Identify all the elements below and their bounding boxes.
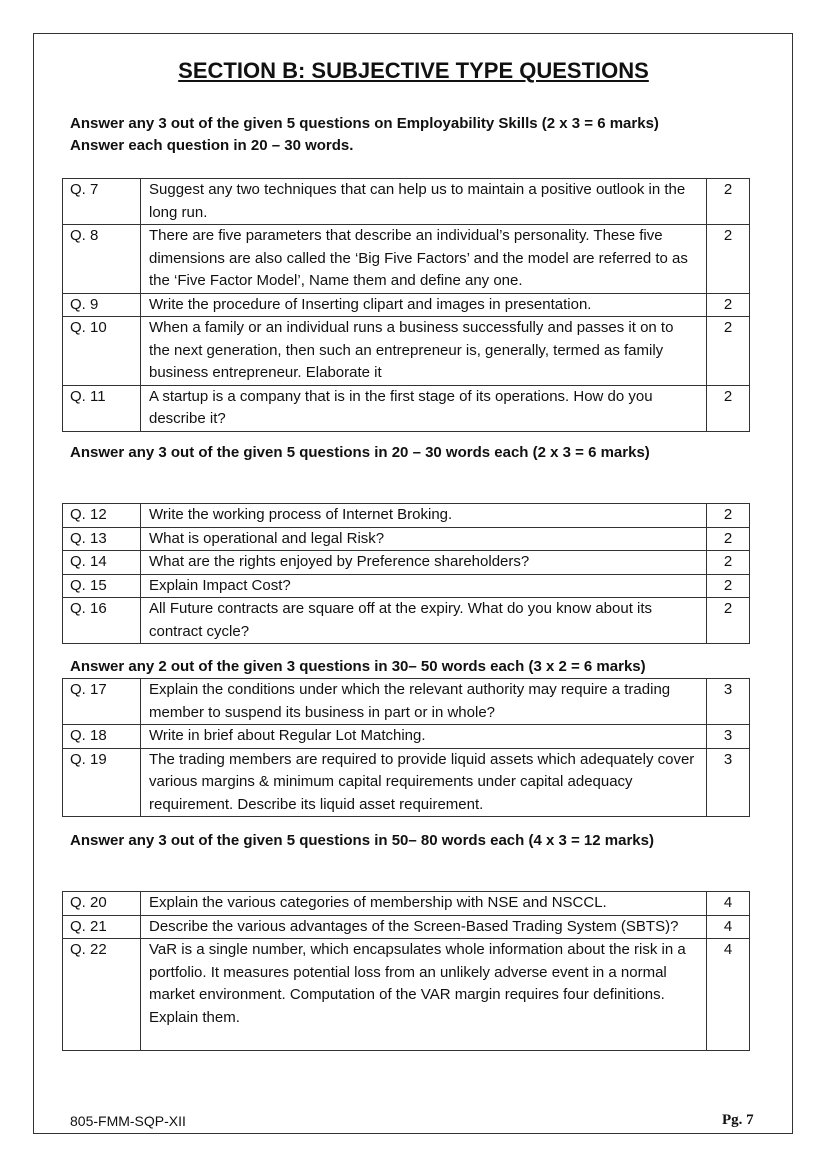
page-number: Pg. 7 [722,1112,754,1128]
question-marks: 3 [707,679,750,725]
question-marks: 2 [707,225,750,294]
instruction-line: Answer any 3 out of the given 5 questions in 20 – 30 words each (2 x 3 = 6 marks) [70,444,650,461]
section-title: SECTION B: SUBJECTIVE TYPE QUESTIONS [178,58,649,83]
question-row [63,679,750,725]
question-marks: 4 [707,939,750,1051]
question-row [63,915,750,939]
instruction-line: Answer each question in 20 – 30 words. [70,137,354,154]
question-marks: 2 [707,317,750,386]
question-text: What are the rights enjoyed by Preference shareholders? [141,551,707,575]
question-row [63,748,750,817]
question-text: Explain the conditions under which the relevant authority may require a trading member to suspend its business in part or in whole? [141,679,707,725]
question-text: Describe the various advantages of the Screen-Based Trading System (SBTS)? [141,915,707,939]
question-text: Write in brief about Regular Lot Matching. [141,725,707,749]
question-marks: 2 [707,179,750,225]
question-marks: 2 [707,293,750,317]
question-number: Q. 18 [63,725,141,749]
question-row [63,725,750,749]
question-text: There are five parameters that describe an individual’s personality. These five dimensions are also called the ‘Big Five Factors’ and the model are referred to as the ‘Five Factor Model’, Name them and define any one. [141,225,707,294]
question-number: Q. 8 [63,225,141,294]
question-number: Q. 20 [63,892,141,916]
instruction-line: Answer any 2 out of the given 3 questions in 30– 50 words each (3 x 2 = 6 marks) [70,658,646,675]
question-row [63,527,750,551]
instruction-line: Answer any 3 out of the given 5 questions on Employability Skills (2 x 3 = 6 marks) [70,115,659,132]
question-marks: 3 [707,725,750,749]
question-marks: 4 [707,915,750,939]
question-row [63,504,750,528]
question-text: Explain the various categories of membership with NSE and NSCCL. [141,892,707,916]
question-number: Q. 14 [63,551,141,575]
question-table [62,891,750,1051]
document-code: 805-FMM-SQP-XII [70,1113,186,1129]
instruction-line: Answer any 3 out of the given 5 questions in 50– 80 words each (4 x 3 = 12 marks) [70,832,654,849]
question-marks: 2 [707,574,750,598]
question-row [63,598,750,644]
question-table [62,678,750,817]
question-row [63,225,750,294]
question-text: Write the procedure of Inserting clipart and images in presentation. [141,293,707,317]
question-text: When a family or an individual runs a business successfully and passes it on to the next generation, then such an entrepreneur is, generally, termed as family business entrepreneur. Elaborate it [141,317,707,386]
question-text: Suggest any two techniques that can help us to maintain a positive outlook in the long run. [141,179,707,225]
question-marks: 2 [707,504,750,528]
question-number: Q. 16 [63,598,141,644]
question-marks: 3 [707,748,750,817]
question-number: Q. 19 [63,748,141,817]
question-number: Q. 9 [63,293,141,317]
question-number: Q. 12 [63,504,141,528]
question-marks: 4 [707,892,750,916]
question-text: All Future contracts are square off at the expiry. What do you know about its contract cycle? [141,598,707,644]
question-text: Write the working process of Internet Broking. [141,504,707,528]
question-marks: 2 [707,551,750,575]
question-row [63,293,750,317]
question-number: Q. 21 [63,915,141,939]
question-row [63,385,750,431]
question-text: A startup is a company that is in the first stage of its operations. How do you describe it? [141,385,707,431]
question-number: Q. 22 [63,939,141,1051]
question-row [63,939,750,1051]
question-number: Q. 13 [63,527,141,551]
question-row [63,892,750,916]
question-number: Q. 7 [63,179,141,225]
question-marks: 2 [707,598,750,644]
question-marks: 2 [707,527,750,551]
question-marks: 2 [707,385,750,431]
question-row [63,551,750,575]
question-table [62,503,750,644]
question-row [63,574,750,598]
question-number: Q. 17 [63,679,141,725]
question-text: VaR is a single number, which encapsulates whole information about the risk in a portfolio. It measures potential loss from an unlikely adverse event in a normal market environment. Computation of the VAR margin requires four definitions. Explain them. [141,939,707,1051]
question-row [63,179,750,225]
question-number: Q. 11 [63,385,141,431]
question-number: Q. 15 [63,574,141,598]
question-text: Explain Impact Cost? [141,574,707,598]
question-text: What is operational and legal Risk? [141,527,707,551]
question-text: The trading members are required to provide liquid assets which adequately cover various margins & minimum capital requirements under capital adequacy requirement. Describe its liquid asset requirement. [141,748,707,817]
question-table [62,178,750,432]
question-row [63,317,750,386]
question-number: Q. 10 [63,317,141,386]
